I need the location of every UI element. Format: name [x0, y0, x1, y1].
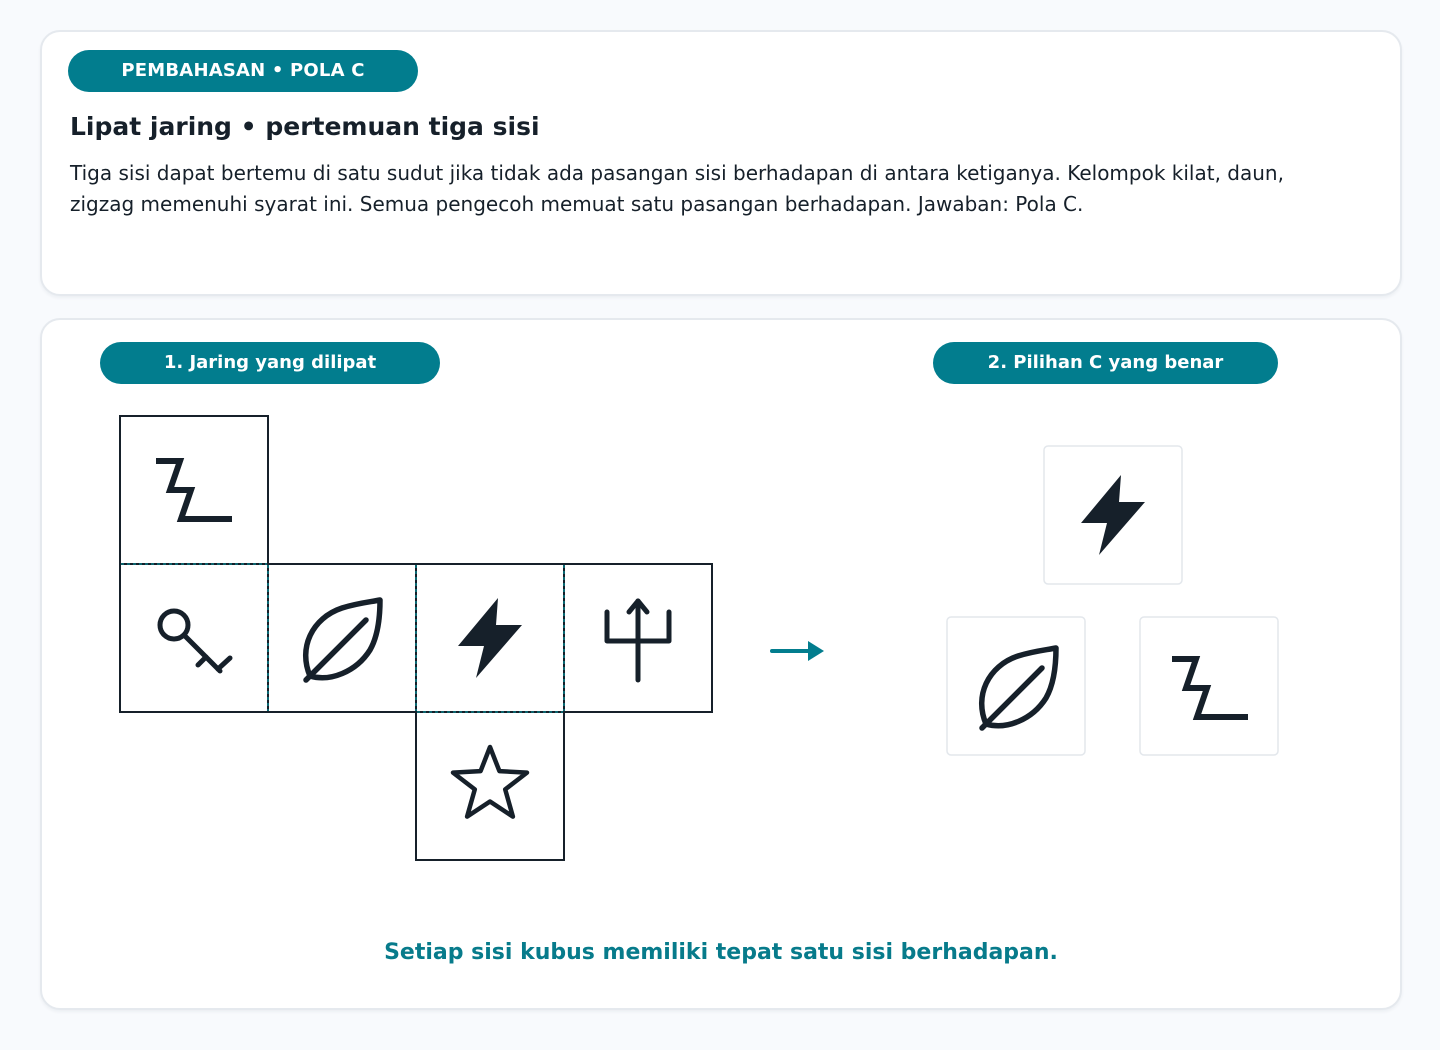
net-face-zigzag	[120, 416, 268, 564]
step1-label: 1. Jaring yang dilipat	[100, 342, 440, 384]
page-title: Lipat jaring • pertemuan tiga sisi	[70, 112, 540, 141]
explanation-card	[40, 30, 1402, 296]
option-face-lightning	[1044, 446, 1182, 584]
arrow-right-icon	[772, 641, 824, 661]
diagram-canvas	[42, 320, 1400, 1008]
diagram-card	[40, 318, 1402, 1010]
explanation-text: Tiga sisi dapat bertemu di satu sudut jika tidak ada pasangan sisi berhadapan di antara ketiganya. Kelompok kilat, daun, zigzag memenuhi syarat ini. Semua pengecoh memuat satu pasangan berhadapan. Jawaban: Pola C.	[70, 161, 1284, 216]
net-face-star	[416, 712, 564, 860]
net-face-trident	[564, 564, 712, 712]
footer-note: Setiap sisi kubus memiliki tepat satu sisi berhadapan.	[384, 940, 1058, 965]
net-face-leaf	[268, 564, 416, 712]
option-c	[947, 446, 1278, 755]
step2-label: 2. Pilihan C yang benar	[933, 342, 1278, 384]
net-face-lightning	[416, 564, 564, 712]
net-face-key	[120, 564, 268, 712]
cube-net	[120, 416, 712, 860]
option-face-zigzag	[1140, 617, 1278, 755]
section-badge: PEMBAHASAN • POLA C	[68, 50, 418, 92]
option-face-leaf	[947, 617, 1085, 755]
